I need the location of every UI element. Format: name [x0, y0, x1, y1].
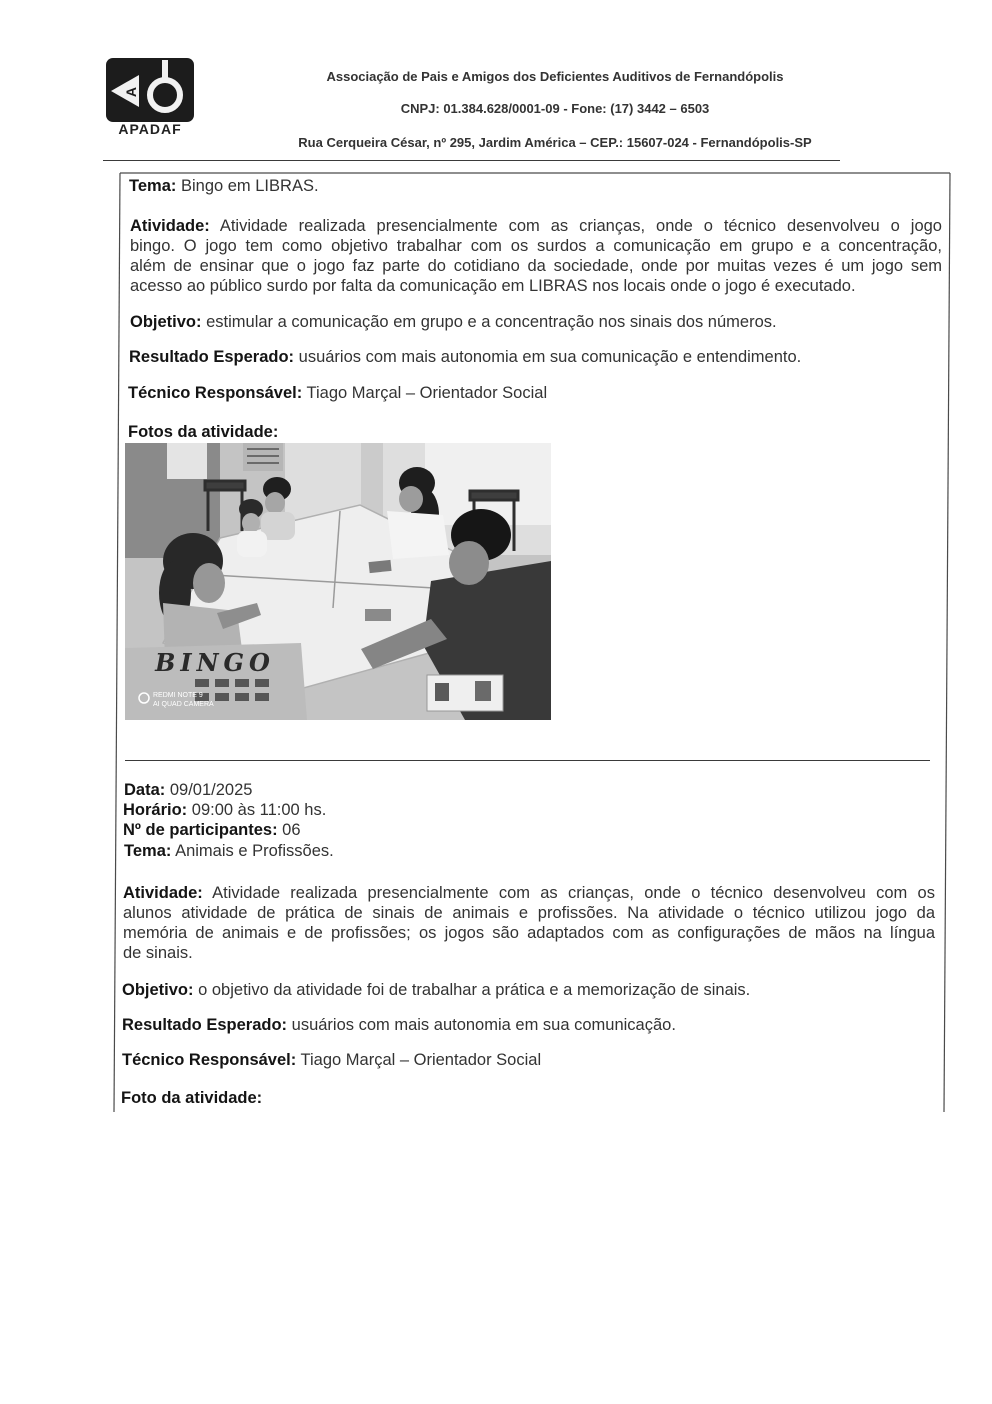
chair-seat	[470, 491, 518, 500]
s2-resultado-value: usuários com mais autonomia em sua comunicação.	[291, 1016, 676, 1034]
s2-tema-row	[124, 841, 334, 861]
s1-objetivo-row	[130, 312, 777, 332]
s2-atividade-line	[123, 883, 935, 903]
s1-atividade-text: além de ensinar que o jogo faz parte do cotidiano da sociedade, onde por muitas vezes é um jogo sem	[130, 257, 942, 275]
bingo-cell	[255, 693, 269, 701]
bingo-cell	[235, 679, 249, 687]
s1-tecnico-row	[128, 383, 547, 403]
photo-kid-face	[242, 513, 260, 533]
bingo-cell	[255, 679, 269, 687]
s2-foto-label: Foto da atividade:	[121, 1089, 263, 1107]
photo-card	[365, 609, 391, 621]
logo-letter: A	[123, 86, 139, 98]
s2-horario-label: Horário:	[123, 801, 188, 819]
photo-girl-face	[399, 486, 423, 512]
s2-tema-value: Animais e Profissões.	[175, 842, 334, 860]
s1-tecnico-label: Técnico Responsável:	[128, 384, 303, 402]
box-right-border	[944, 173, 950, 1112]
s1-resultado-label: Resultado Esperado:	[129, 348, 295, 366]
s1-atividade-line	[130, 236, 942, 256]
photo-card	[369, 560, 392, 573]
bingo-cell	[215, 679, 229, 687]
logo-stem	[162, 60, 168, 80]
photo-book-figure	[435, 683, 449, 701]
photo-kid-face	[265, 492, 285, 514]
s2-participantes-row	[123, 820, 301, 840]
s2-horario-value: 09:00 às 11:00 hs.	[191, 801, 327, 819]
s1-objetivo-value: estimular a comunicação em grupo e a concentração nos sinais dos números.	[206, 313, 777, 331]
s2-foto-heading	[121, 1088, 262, 1108]
s2-atividade-label: Atividade:	[123, 884, 203, 902]
photo-boy-face	[449, 541, 489, 585]
s2-objetivo-value: o objetivo da atividade foi de trabalhar a prática e a memorização de sinais.	[198, 981, 751, 999]
logo-text: APADAF	[118, 121, 182, 137]
photo-book-figure	[475, 681, 491, 701]
activity-photo	[125, 443, 551, 720]
bingo-cell	[215, 693, 229, 701]
s2-tecnico-label: Técnico Responsável:	[122, 1051, 297, 1069]
s2-atividade-line	[123, 903, 935, 923]
s1-fotos-label: Fotos da atividade:	[128, 423, 279, 441]
s1-atividade-label: Atividade:	[130, 217, 210, 235]
photo-girl-shirt	[387, 511, 449, 559]
chair-seat	[205, 481, 245, 490]
s2-tecnico-row	[122, 1050, 541, 1070]
s2-resultado-label: Resultado Esperado:	[122, 1016, 288, 1034]
s2-horario-row	[123, 800, 326, 820]
photo-watermark-line2: AI QUAD CAMERA	[153, 701, 214, 708]
s2-participantes-value: 06	[282, 821, 301, 839]
s1-tema-value: Bingo em LIBRAS.	[180, 177, 319, 195]
photo-bingo-board-text: BINGO	[155, 648, 275, 677]
s2-tecnico-value: Tiago Marçal – Orientador Social	[300, 1051, 542, 1069]
header-divider	[103, 160, 840, 161]
org-contact: CNPJ: 01.384.628/0001-09 - Fone: (17) 3442 – 6503	[400, 101, 710, 116]
photo-kid-shirt	[237, 531, 267, 557]
s1-atividade-line	[130, 276, 942, 296]
s2-atividade-text: alunos atividade de prática de sinais de animais e profissões. Na atividade o técnico utilizou jogo da	[123, 904, 935, 922]
s1-resultado-value: usuários com mais autonomia em sua comunicação e entendimento.	[298, 348, 802, 366]
s1-tema-row	[129, 176, 319, 196]
s1-atividade-line	[130, 216, 942, 236]
s2-atividade-line	[123, 923, 935, 943]
s2-atividade-text: de sinais.	[123, 944, 193, 962]
photo-window	[167, 443, 207, 479]
org-name: Associação de Pais e Amigos dos Deficientes Auditivos de Fernandópolis	[326, 69, 784, 84]
box-left-border	[114, 173, 120, 1112]
s2-data-row	[124, 780, 252, 800]
s2-atividade-paragraph	[123, 883, 935, 963]
s1-resultado-row	[129, 347, 801, 367]
s1-atividade-line	[130, 256, 942, 276]
s1-tecnico-value: Tiago Marçal – Orientador Social	[306, 384, 548, 402]
s1-atividade-text: Atividade realizada presencialmente com as crianças, onde o técnico desenvolveu o jogo	[219, 217, 942, 235]
s1-tema-label: Tema:	[129, 177, 177, 195]
s2-atividade-text: memória de animais e de profissões; os jogos são adaptados com as configurações de mãos na língua	[123, 924, 935, 942]
photo-watermark-line1: REDMI NOTE 9	[153, 692, 203, 699]
bingo-cell	[195, 679, 209, 687]
s2-participantes-label: Nº de participantes:	[123, 821, 278, 839]
s2-atividade-text: Atividade realizada presencialmente com as crianças, onde o técnico desenvolveu com os	[212, 884, 935, 902]
section-divider	[125, 760, 930, 761]
apadaf-logo-icon	[105, 57, 195, 123]
s2-resultado-row	[122, 1015, 676, 1035]
s2-atividade-line	[123, 943, 935, 963]
s2-tema-label: Tema:	[124, 842, 172, 860]
s1-atividade-text: bingo. O jogo tem como objetivo trabalhar com os surdos a comunicação em grupo e a concentração,	[130, 237, 942, 255]
bingo-cell	[235, 693, 249, 701]
s1-objetivo-label: Objetivo:	[130, 313, 202, 331]
s1-atividade-paragraph	[130, 216, 942, 296]
photo-girl-face	[193, 563, 225, 603]
org-address: Rua Cerqueira César, nº 295, Jardim América – CEP.: 15607-024 - Fernandópolis-SP	[298, 135, 812, 150]
s1-fotos-heading	[128, 422, 278, 442]
s1-atividade-text: acesso ao público surdo por falta da comunicação em LIBRAS nos locais onde o jogo é executado.	[130, 277, 856, 295]
s2-data-label: Data:	[124, 781, 166, 799]
s2-data-value: 09/01/2025	[169, 781, 253, 799]
s2-objetivo-label: Objetivo:	[122, 981, 194, 999]
s2-objetivo-row	[122, 980, 750, 1000]
